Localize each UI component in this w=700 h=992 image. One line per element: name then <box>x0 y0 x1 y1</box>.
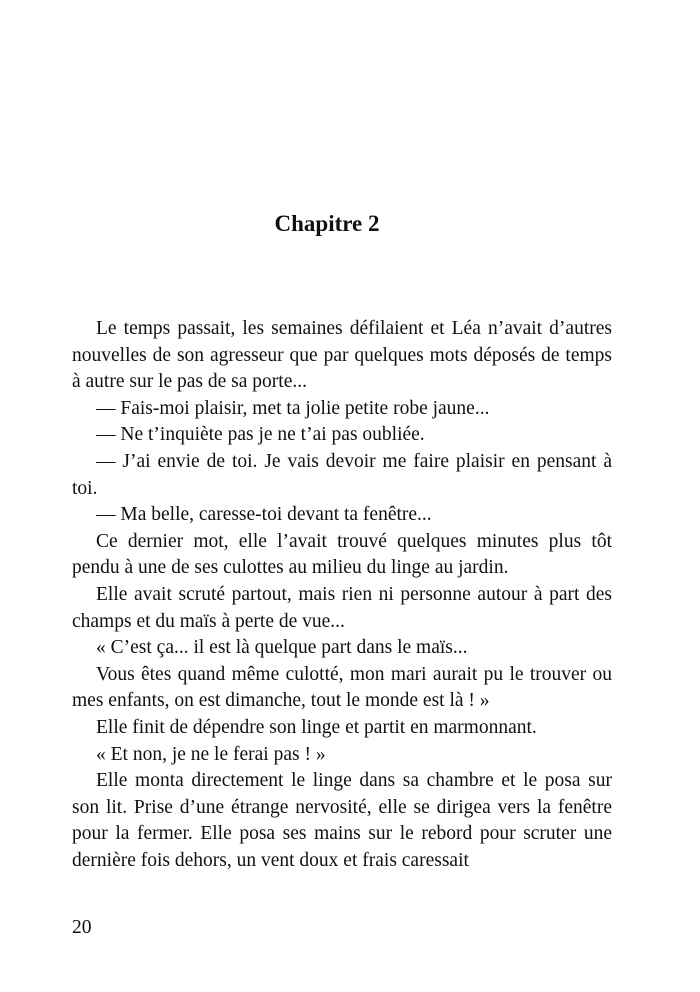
paragraph: — Fais-moi plaisir, met ta jolie petite robe jaune... <box>96 397 490 419</box>
paragraph: Ce dernier mot, elle l’avait trouvé quelques minutes plus tôt pendu à une de ses culottes au milieu du linge au jardin. <box>72 530 612 579</box>
paragraph: « Et non, je ne le ferai pas ! » <box>96 743 326 765</box>
paragraph: Elle finit de dépendre son linge et partit en marmonnant. <box>96 716 537 738</box>
page-number: 20 <box>72 917 92 938</box>
chapter-title: Chapitre 2 <box>274 211 380 236</box>
paragraph: — J’ai envie de toi. Je vais devoir me faire plaisir en pensant à toi. <box>72 450 612 499</box>
paragraph: — Ma belle, caresse-toi devant ta fenêtre... <box>96 504 432 526</box>
paragraph: « C’est ça... il est là quelque part dans le maïs... <box>96 637 468 659</box>
paragraph: Le temps passait, les semaines défilaient et Léa n’avait d’autres nouvelles de son agresseur que par quelques mots déposés de temps à autre sur le pas de sa porte... <box>72 318 612 393</box>
paragraph: Vous êtes quand même culotté, mon mari aurait pu le trouver ou mes enfants, on est dimanche, tout le monde est là ! » <box>72 663 612 712</box>
paragraph: — Ne t’inquiète pas je ne t’ai pas oubliée. <box>96 424 425 446</box>
paragraph: Elle monta directement le linge dans sa chambre et le posa sur son lit. Prise d’une étrange nervosité, elle se dirigea vers la fenêtre pour la fermer. Elle posa ses mains sur le rebord pour scruter une dernière fois dehors, un vent doux et frais caressait <box>72 770 612 871</box>
paragraph: Elle avait scruté partout, mais rien ni personne autour à part des champs et du maïs à perte de vue... <box>72 583 612 632</box>
body-text <box>72 316 612 874</box>
